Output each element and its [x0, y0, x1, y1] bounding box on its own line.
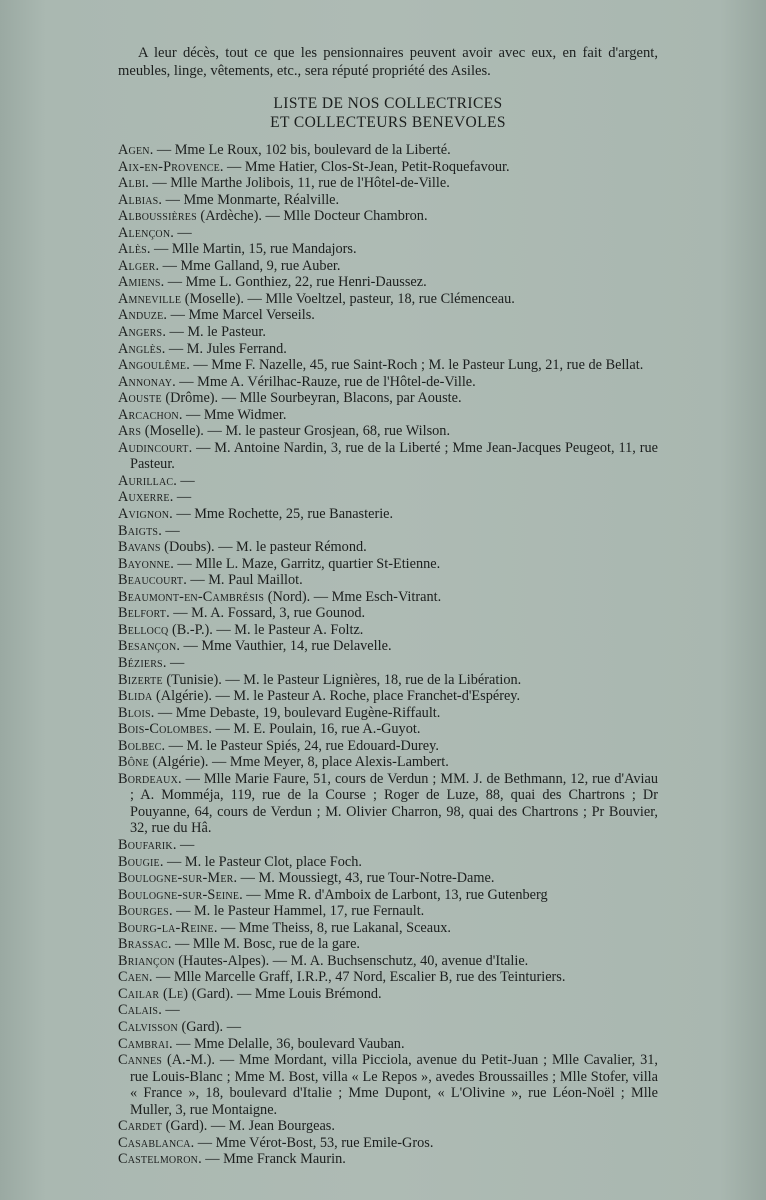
entry-place: Béziers [118, 654, 163, 671]
entry-text: . — M. Antoine Nardin, 3, rue de la Liberté ; Mme Jean-Jacques Peugeot, 11, rue Pasteur. [130, 439, 658, 473]
entry-place: Angers [118, 324, 163, 341]
entry-place: Cardet [118, 1118, 163, 1135]
entry-place: Alençon [118, 224, 171, 241]
list-entry [118, 192, 658, 209]
entry-text: (Gard). — Mme Louis Brémond. [188, 985, 382, 1002]
entry-place: Ars [118, 423, 142, 440]
list-entry [118, 423, 658, 440]
list-entry [118, 274, 658, 291]
entry-place: Blois [118, 704, 151, 721]
entry-place: Boulogne-sur-Seine [118, 886, 240, 903]
entry-text: . — Mme Hatier, Clos-St-Jean, Petit-Roquefavour. [219, 158, 510, 175]
entry-place: Bolbec [118, 737, 162, 754]
entry-text: . — Mlle Marthe Jolibois, 11, rue de l'Hôtel-de-Ville. [145, 175, 450, 192]
entry-place: Angoulême [118, 357, 187, 374]
entry-place: Blida [118, 688, 153, 705]
entry-text: . — Mme Franck Maurin. [198, 1151, 346, 1168]
entry-place: Bougie [118, 853, 160, 870]
entry-text: . — Mme Vauthier, 14, rue Delavelle. [176, 638, 392, 655]
list-entry [118, 572, 658, 589]
entry-text: (Doubs). — M. le pasteur Rémond. [160, 539, 367, 556]
list-entry [118, 903, 658, 920]
list-entry [118, 1151, 658, 1168]
entry-place: Cannes [118, 1052, 163, 1069]
entry-text: . — M. le Pasteur. [162, 324, 266, 341]
list-entry [118, 754, 658, 771]
list-entry [118, 241, 658, 258]
entry-text: . — [158, 1002, 180, 1019]
entry-text: . — M. Jules Ferrand. [161, 340, 287, 357]
entry-place: Albias [118, 191, 159, 208]
entry-place: Calais [118, 1002, 159, 1019]
entry-place: Annonay [118, 373, 173, 390]
entry-place: Bizerte [118, 671, 163, 688]
list-entry [118, 341, 658, 358]
entry-text: . — M. le Pasteur Hammel, 17, rue Fernault. [168, 903, 425, 920]
entry-text: (Moselle). — Mlle Voeltzel, pasteur, 18, rue Clémenceau. [181, 290, 515, 307]
list-entry [118, 374, 658, 391]
list-entry [118, 969, 658, 986]
entry-place: Alès [118, 241, 147, 258]
entry-place: Audincourt [118, 439, 189, 456]
entry-text: . — Mlle Marcelle Graff, I.R.P., 47 Nord, Escalier B, rue des Teinturiers. [148, 969, 566, 986]
list-entry [118, 440, 658, 473]
entry-text: . — Mme Debaste, 19, boulevard Eugène-Riffault. [150, 704, 441, 721]
entry-text: . — Mme Rochette, 25, rue Banasterie. [169, 506, 394, 523]
list-entry [118, 258, 658, 275]
list-entry [118, 523, 658, 540]
entry-text: . — Mme Le Roux, 102 bis, boulevard de la Liberté. [149, 142, 451, 158]
collectors-list [118, 142, 658, 1168]
list-entry [118, 936, 658, 953]
entry-place: Bellocq [118, 621, 169, 638]
list-entry [118, 142, 658, 159]
entry-place: Belfort [118, 605, 167, 622]
entry-text: (Moselle). — M. le pasteur Grosjean, 68, rue Wilson. [141, 423, 451, 440]
list-entry [118, 1118, 658, 1135]
entry-text: (Algérie). — M. le Pasteur A. Roche, place Franchet-d'Espérey. [152, 688, 521, 705]
entry-place: Aurillac [118, 472, 174, 489]
entry-text: . — M. le Pasteur Spiés, 24, rue Edouard-Durey. [161, 737, 439, 754]
entry-place: Calvisson [118, 1018, 178, 1035]
entry-text: . — M. A. Fossard, 3, rue Gounod. [166, 605, 366, 622]
list-entry [118, 506, 658, 523]
entry-text: . — Mme Galland, 9, rue Auber. [155, 257, 341, 274]
entry-place: Beaucourt [118, 572, 184, 589]
entry-text: . — Mlle Martin, 15, rue Mandajors. [146, 241, 357, 258]
list-entry [118, 622, 658, 639]
list-entry [118, 1019, 658, 1036]
list-entry [118, 473, 658, 490]
entry-place: Bordeaux [118, 770, 179, 787]
entry-place: Bourg-la-Reine [118, 919, 214, 936]
entry-place: Caen [118, 969, 149, 986]
entry-place: Boufarik [118, 836, 173, 853]
entry-place: Bois-Colombes [118, 721, 209, 738]
list-entry [118, 953, 658, 970]
entry-place: Bavans [118, 539, 161, 556]
entry-place: Cambrai [118, 1035, 169, 1052]
list-entry [118, 307, 658, 324]
list-entry [118, 854, 658, 871]
entry-text: . — [172, 836, 195, 853]
entry-text: . — Mme Delalle, 36, boulevard Vauban. [168, 1035, 405, 1052]
entry-place: Casablanca [118, 1134, 191, 1151]
entry-text: . — Mme Marcel Verseils. [163, 307, 315, 324]
entry-place: Alger [118, 257, 156, 274]
entry-text: (Hautes-Alpes). — M. A. Buchsenschutz, 40, avenue d'Italie. [174, 952, 529, 969]
intro-paragraph: A leur décès, tout ce que les pensionnaires peuvent avoir avec eux, en fait d'argent, meubles, linge, vêtements, etc., sera réputé propriété des Asiles. [118, 45, 658, 79]
entry-text: . — M. Paul Maillot. [183, 572, 303, 589]
entry-text: (Gard). — M. Jean Bourgeas. [162, 1118, 335, 1135]
entry-place: Besançon [118, 638, 177, 655]
entry-text: . — [173, 472, 195, 489]
list-entry [118, 605, 658, 622]
entry-place: Amneville [118, 290, 182, 307]
entry-text: . — Mme L. Gonthiez, 22, rue Henri-Daussez. [160, 274, 427, 291]
list-entry [118, 407, 658, 424]
list-entry [118, 489, 658, 506]
entry-place: Aix-en-Provence [118, 158, 220, 175]
entry-place: Boulogne-sur-Mer [118, 870, 234, 887]
entry-place: Baigts [118, 522, 159, 539]
entry-text: . — Mme Widmer. [178, 406, 287, 423]
entry-text: . — M. E. Poulain, 16, rue A.-Guyot. [208, 721, 421, 738]
list-entry [118, 175, 658, 192]
entry-text: . — [158, 522, 180, 539]
entry-text: . — Mlle M. Bosc, rue de la gare. [167, 936, 361, 953]
entry-text: (Gard). — [177, 1018, 241, 1035]
list-entry [118, 324, 658, 341]
list-entry [118, 870, 658, 887]
list-heading [118, 94, 658, 132]
entry-place: Arcachon [118, 406, 179, 423]
list-entry [118, 539, 658, 556]
entry-place: Cailar (Le) [118, 985, 189, 1002]
entry-text: . — Mlle Marie Faure, 51, cours de Verdun ; MM. J. de Bethmann, 12, rue d'Aviau ; A. Momméja, 119, rue de la Course ; Roger de Luze, 88, quai des Chartrons ; Dr Pouyanne, 64, cours de Verdun ; M. Olivier Charron, 98, quai des Chartrons ; Pr Bouvier, 32, rue du Hâ. [130, 770, 658, 837]
entry-place: Brassac [118, 936, 168, 953]
entry-text: . — Mme R. d'Amboix de Larbont, 13, rue Gutenberg [239, 886, 548, 903]
entry-text: . — Mme Vérot-Bost, 53, rue Emile-Gros. [190, 1134, 434, 1151]
entry-text: . — Mme F. Nazelle, 45, rue Saint-Roch ; M. le Pasteur Lung, 21, rue de Bellat. [186, 357, 644, 374]
list-entry [118, 556, 658, 573]
entry-text: . — M. Moussiegt, 43, rue Tour-Notre-Dame. [233, 870, 495, 887]
list-entry [118, 672, 658, 689]
list-entry [118, 225, 658, 242]
list-entry [118, 159, 658, 176]
list-entry [118, 688, 658, 705]
entry-place: Bayonne [118, 555, 171, 572]
heading-line-1: LISTE DE NOS COLLECTRICES [273, 95, 503, 112]
entry-place: Briançon [118, 952, 175, 969]
list-entry [118, 705, 658, 722]
entry-place: Beaumont-en-Cambrésis [118, 588, 265, 605]
entry-text: (Ardèche). — Mlle Docteur Chambron. [196, 208, 428, 225]
entry-text: . — Mme A. Vérilhac-Rauze, rue de l'Hôtel-de-Ville. [172, 373, 476, 390]
list-entry [118, 721, 658, 738]
entry-place: Auxerre [118, 489, 170, 506]
list-entry [118, 1052, 658, 1118]
entry-place: Anduze [118, 307, 164, 324]
entry-place: Castelmoron [118, 1151, 199, 1168]
entry-place: Bourges [118, 903, 169, 920]
entry-place: Avignon [118, 506, 170, 523]
entry-text: (Drôme). — Mlle Sourbeyran, Blacons, par Aouste. [161, 390, 462, 407]
list-entry [118, 837, 658, 854]
entry-text: (Tunisie). — M. le Pasteur Lignières, 18, rue de la Libération. [162, 671, 522, 688]
list-entry [118, 357, 658, 374]
entry-text: . — M. le Pasteur Clot, place Foch. [159, 853, 362, 870]
entry-place: Agen [118, 142, 150, 158]
list-entry [118, 1135, 658, 1152]
list-entry [118, 390, 658, 407]
list-entry [118, 638, 658, 655]
list-entry [118, 291, 658, 308]
entry-place: Aouste [118, 390, 162, 407]
entry-text: . — Mlle L. Maze, Garritz, quartier St-Etienne. [170, 555, 441, 572]
list-entry [118, 738, 658, 755]
list-entry [118, 771, 658, 837]
heading-line-2: ET COLLECTEURS BENEVOLES [270, 114, 506, 131]
entry-place: Bône [118, 754, 149, 771]
list-entry [118, 1002, 658, 1019]
entry-place: Anglès [118, 340, 162, 357]
entry-text: (A.-M.). — Mme Mordant, villa Picciola, avenue du Petit-Juan ; Mlle Cavalier, 31, rue Louis-Blanc ; Mme M. Bost, villa « Le Repos », avedes Broussailles ; Mlle Stofer, villa « France », 18, boulevard d'Italie ; Mme Dupont, « L'Olivine », rue Léon-Noël ; Mlle Muller, 3, rue Montaigne. [130, 1052, 658, 1118]
list-entry [118, 1036, 658, 1053]
entry-text: (Nord). — Mme Esch-Vitrant. [264, 588, 442, 605]
entry-text: (Algérie). — Mme Meyer, 8, place Alexis-Lambert. [148, 754, 449, 771]
entry-text: . — [162, 654, 185, 671]
entry-text: . — [169, 489, 192, 506]
entry-text: . — Mme Monmarte, Réalville. [158, 191, 340, 208]
entry-place: Albi [118, 175, 146, 192]
list-entry [118, 920, 658, 937]
list-entry [118, 589, 658, 606]
entry-text: (B.-P.). — M. le Pasteur A. Foltz. [168, 621, 364, 638]
list-entry [118, 655, 658, 672]
entry-text: . — Mme Theiss, 8, rue Lakanal, Sceaux. [213, 919, 451, 936]
list-entry [118, 208, 658, 225]
entry-text: . — [170, 224, 192, 241]
list-entry [118, 887, 658, 904]
entry-place: Amiens [118, 274, 161, 291]
list-entry [118, 986, 658, 1003]
entry-place: Alboussières [118, 208, 197, 225]
